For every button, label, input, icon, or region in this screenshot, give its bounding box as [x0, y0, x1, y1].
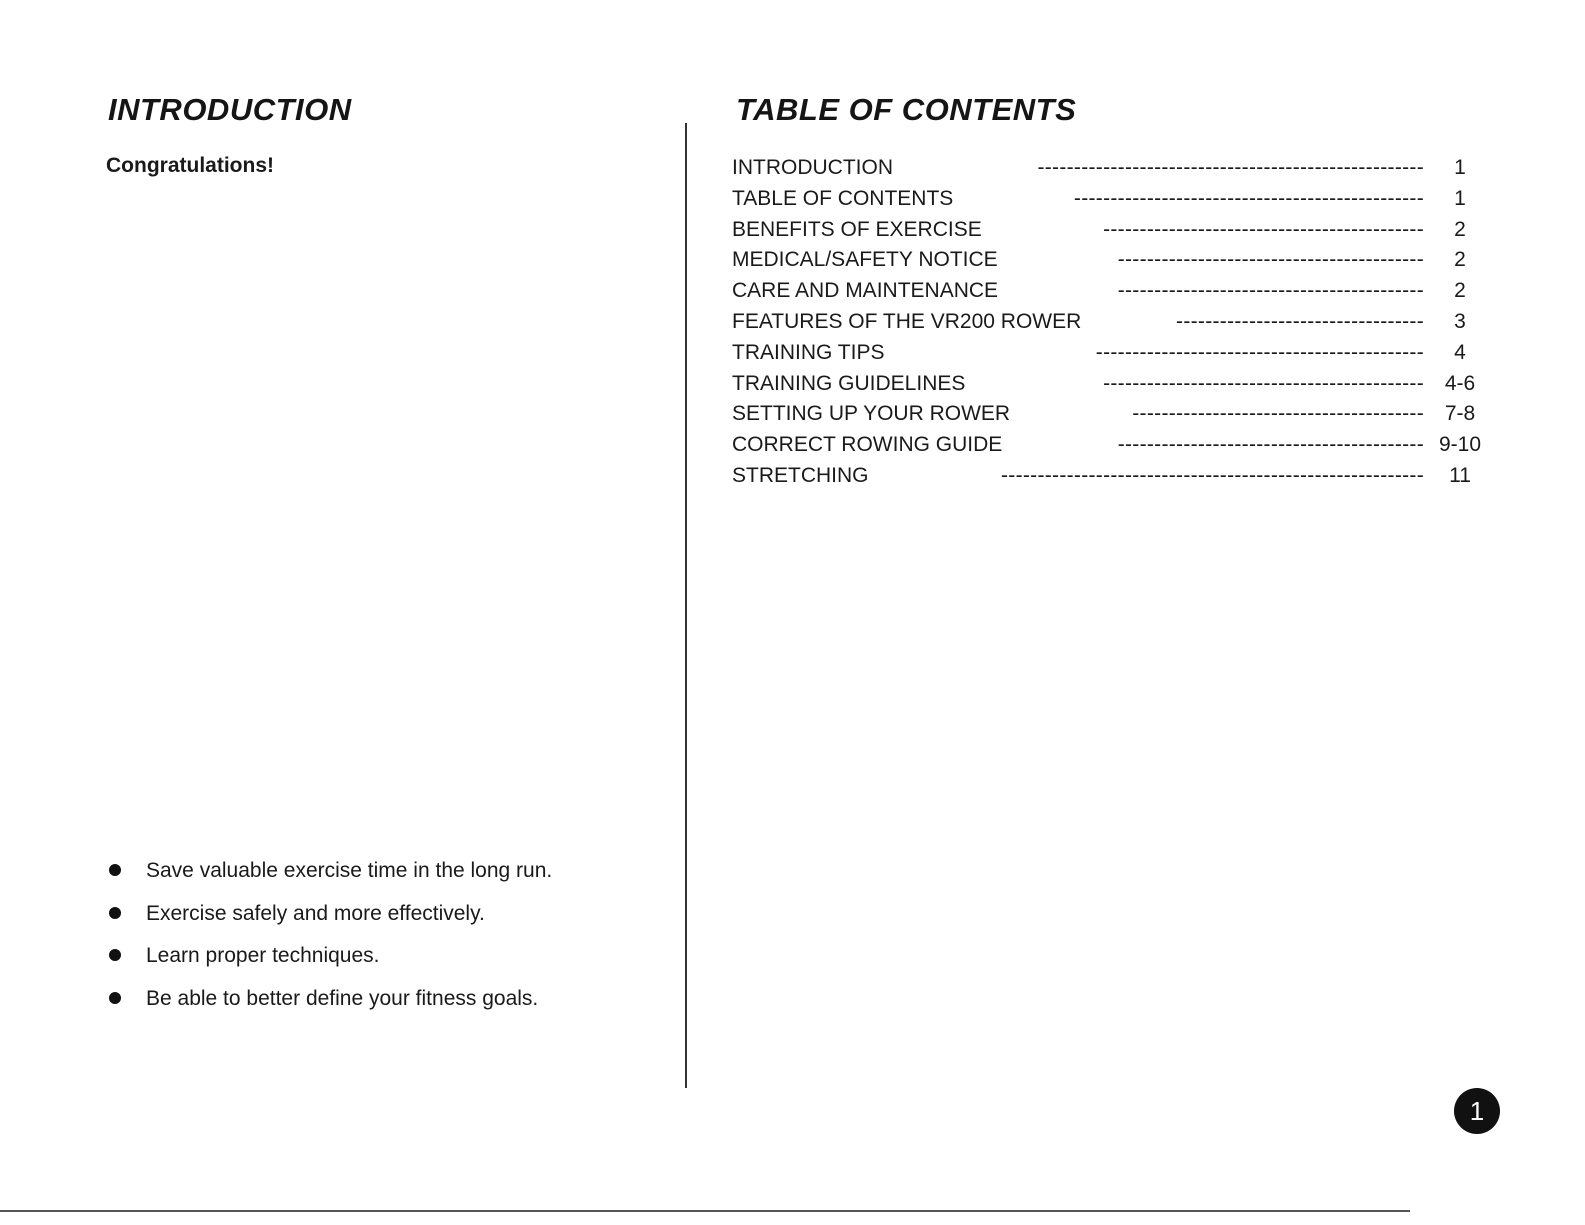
toc-entry-title: TRAINING TIPS [732, 340, 885, 364]
toc-page-number: 2 [1454, 279, 1466, 303]
toc-entry [732, 215, 1492, 246]
toc-page-number: 2 [1454, 248, 1466, 272]
benefits-bullet-list [106, 855, 666, 1025]
toc-entry [732, 338, 1492, 369]
toc-entry [732, 430, 1492, 461]
bullet-item [106, 983, 666, 1026]
toc-dash-leader: ---------------------------------------------------------- [1000, 463, 1424, 487]
toc-page-number: 4-6 [1444, 371, 1476, 395]
toc-entry-title: BENEFITS OF EXERCISE [732, 217, 982, 241]
toc-entry [732, 369, 1492, 400]
toc-page-number: 1 [1454, 156, 1466, 179]
toc-entry-title: CARE AND MAINTENANCE [732, 279, 999, 303]
bullet-item [106, 855, 666, 898]
toc-entry-title: SETTING UP YOUR ROWER [732, 402, 1011, 426]
bullet-dot-icon [109, 949, 121, 961]
toc-page-number: 9-10 [1438, 433, 1482, 457]
toc-entry-title: MEDICAL/SAFETY NOTICE [732, 248, 998, 272]
toc-entry [732, 245, 1492, 276]
toc-dash-leader: ------------------------------------------ [1117, 279, 1424, 303]
toc-page-number: 11 [1449, 463, 1471, 487]
toc-dash-leader: ------------------------------------------------ [1073, 186, 1424, 210]
toc-entry [732, 184, 1492, 215]
toc-entry-title: CORRECT ROWING GUIDE [732, 433, 1003, 457]
toc-entry [732, 461, 1492, 492]
introduction-heading: INTRODUCTION [108, 92, 352, 127]
bullet-dot-icon [109, 907, 121, 919]
toc-entry [732, 276, 1492, 307]
bullet-text: Be able to better define your fitness goals. [146, 986, 539, 1010]
toc-dash-leader: ------------------------------------------ [1117, 248, 1424, 272]
toc-dash-leader: ---------------------------------------- [1132, 402, 1424, 426]
toc-dash-leader: ------------------------------------------ [1117, 433, 1424, 457]
bullet-text: Learn proper techniques. [146, 944, 380, 967]
toc-entry-title: TRAINING GUIDELINES [732, 371, 966, 395]
congratulations-subheading: Congratulations! [106, 154, 274, 177]
toc-dash-leader: ---------------------------------- [1176, 309, 1424, 333]
toc-page-number: 3 [1454, 309, 1466, 333]
page-number-badge: 1 [1454, 1088, 1500, 1134]
bullet-text: Save valuable exercise time in the long run. [146, 859, 553, 882]
toc-dash-leader: ----------------------------------------------------- [1037, 156, 1424, 179]
column-divider [685, 123, 687, 1088]
bullet-dot-icon [109, 992, 121, 1004]
toc-entry-title: INTRODUCTION [732, 156, 893, 179]
toc-entry [732, 153, 1492, 184]
toc-page-number: 4 [1454, 340, 1466, 364]
toc-entry [732, 399, 1492, 430]
toc-dash-leader: -------------------------------------------- [1103, 371, 1424, 395]
toc-entry [732, 307, 1492, 338]
toc-entry-title: FEATURES OF THE VR200 ROWER [732, 309, 1082, 333]
bottom-rule [0, 1210, 1410, 1212]
toc-entry-title: TABLE OF CONTENTS [732, 186, 954, 210]
table-of-contents-list [732, 153, 1492, 492]
toc-page-number: 2 [1454, 217, 1466, 241]
toc-dash-leader: -------------------------------------------- [1103, 217, 1424, 241]
toc-dash-leader: --------------------------------------------- [1095, 340, 1424, 364]
toc-page-number: 1 [1454, 186, 1466, 210]
table-of-contents-heading: TABLE OF CONTENTS [736, 92, 1077, 127]
toc-page-number: 7-8 [1444, 402, 1476, 426]
bullet-dot-icon [109, 864, 121, 876]
bullet-item [106, 898, 666, 941]
bullet-item [106, 940, 666, 983]
bullet-text: Exercise safely and more effectively. [146, 901, 485, 925]
toc-entry-title: STRETCHING [732, 463, 869, 487]
